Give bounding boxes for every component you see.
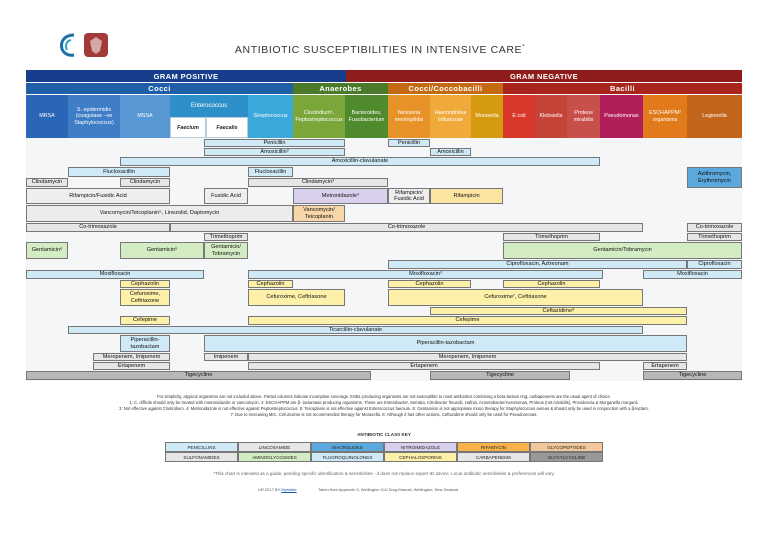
column-neisseria: Neisseria meningitidis <box>388 95 430 138</box>
cephazolin-cell: Cephazolin <box>503 280 600 288</box>
ccdhb-logo-icon <box>58 32 80 58</box>
footnotes <box>30 394 738 418</box>
piperacillin-tazobactam-cell: Piperacillin- tazobactam <box>120 335 170 352</box>
column-legionella: Legionella <box>687 95 742 138</box>
ciprofloxacin-aztreonam-cell: Ciprofloxacin, Aztreonam <box>388 260 687 269</box>
anzca-crest-icon <box>84 33 108 57</box>
gram-negative-header: GRAM NEGATIVE <box>346 70 742 82</box>
key-sulfonamides: SULFONAMIDES <box>165 452 238 462</box>
column-bacteroides: Bacteroides, Fusobacterium <box>345 95 388 138</box>
column-pseudomonas: Pseudomonas <box>600 95 643 138</box>
cephazolin-cell: Cephazolin <box>388 280 471 288</box>
column-enterococcus: Enterococcus <box>170 95 248 117</box>
gentamicin-cell: Gentamicin⁶ <box>26 242 68 259</box>
key-rifamycin: RIFAMYCIN <box>457 442 530 452</box>
cocci-coccobacilli-header: Cocci/Coccobacilli <box>388 83 503 94</box>
cotrimoxazole-cell: Co-trimoxazole <box>170 223 643 232</box>
piperacillin-tazobactam-cell: Piperacillin-tazobactam <box>204 335 687 352</box>
cefuroxime-ceftriaxone-cell: Cefuroxime, Ceftriaxone <box>120 289 170 306</box>
footnote-line: 1: C. difficile should only be treated with metronidazole or vancomycin. 2: ESCHAPPM are β- lactamase producing organisms. These are Enterobacter, Serratia, Citrobacter freundii, Hafnia, Acinetobacter/Aeromonas, Proteus (not mirabilis), Providencia & Morganella morganii. <box>129 400 639 406</box>
meropenem-imipenem-cell: Meropenem, Imipenem <box>93 353 170 361</box>
penicillin-cell: Penicillin <box>388 139 430 147</box>
flucloxacillin-cell: Flucloxacillin <box>248 167 293 177</box>
column-ecoli: E.coli <box>503 95 535 138</box>
metronidazole-cell: Metronidazole⁴ <box>293 188 388 204</box>
anaerobes-header: Anaerobes <box>293 83 388 94</box>
amoxicillin-cell: Amoxicillin <box>430 148 471 156</box>
class-key <box>165 442 603 459</box>
key-glycylcycline: GLYCYLCYCLINE <box>530 452 603 462</box>
fusidic-acid-cell: Fusidic Acid <box>204 188 248 204</box>
column-mssa: MSSA <box>120 95 170 138</box>
key-nitroimidazole: NITROIMIDAZOLE <box>384 442 457 452</box>
tigecycline-cell: Tigecycline <box>643 371 742 380</box>
bacilli-header: Bacilli <box>503 83 742 94</box>
page-title: ANTIBIOTIC SUSCEPTIBILITIES IN INTENSIVE CARE* <box>234 44 526 56</box>
license-credit: UR 2017 BY Mpmkbe <box>258 487 297 492</box>
clindamycin-cell: Clindamycin <box>120 178 170 187</box>
column-mrsa: MRSA <box>26 95 68 138</box>
column-s-epidermidis: S. epidermidis (coagulase –ve Staphylococcus) <box>68 95 120 138</box>
key-carbapenems: CARBAPENEMS <box>457 452 530 462</box>
amox-clav-cell: Amoxicillin-clavulanate <box>120 157 600 166</box>
column-klebsiella: Klebsiella <box>535 95 567 138</box>
trimethoprim-cell: Trimethoprim <box>503 233 600 241</box>
cefepime-cell: Cefepime <box>120 316 170 325</box>
ticarcillin-clavulanate-cell: Ticarcillin-clavulanate <box>68 326 643 334</box>
imipenem-cell: Imipenem <box>204 353 248 361</box>
amoxicillin-cell: Amoxicillin³ <box>204 148 345 156</box>
vancomycin-teicoplanin-cell: Vancomycin/ Teicoplanin <box>293 205 345 222</box>
cocci-positive-header: Cocci <box>26 83 293 94</box>
subcolumn-faecalis: Faecalis <box>206 117 248 138</box>
source-credit: Taken from Appendix 5, Wellington ICU Drug Manual, Wellington, New Zealand <box>318 487 459 492</box>
footnote-line: 3: Not effective against Clostridium. 4: Metronidazole is not effective against Peptostreptococcus. 5: Teicoplanin is not effective against Enterococcus faecium. 6: Gentamicin is not appropriate mono therapy for Staphylococcus aureus & should only be used in conjunction with a β-lactam. <box>119 406 649 412</box>
subcolumn-faecium: Faecium <box>170 117 206 138</box>
azithromycin-cell: Azithromycin, Erythromycin <box>687 167 742 188</box>
cefuroxime-ceftriaxone-cell: Cefuroxime⁷, Ceftriaxone <box>388 289 643 306</box>
flucloxacillin-cell: Flucloxacillin <box>68 167 170 177</box>
ertapenem-cell: Ertapenem <box>93 362 170 370</box>
cotrimoxazole-cell: Co-trimoxazole <box>687 223 742 232</box>
gram-positive-header: GRAM POSITIVE <box>26 70 346 82</box>
trimethoprim-cell: Trimethoprim <box>204 233 248 241</box>
penicillin-cell: Penicillin <box>204 139 345 147</box>
moxifloxacin-cell: Moxifloxacin <box>26 270 204 279</box>
ertapenem-cell: Ertapenem <box>248 362 600 370</box>
ciprofloxacin-cell: Ciprofloxacin <box>687 260 742 269</box>
cotrimoxazole-cell: Co-trimoxazole <box>26 223 170 232</box>
class-key-title: ANTIBIOTIC CLASS KEY <box>357 432 411 437</box>
trimethoprim-cell: Trimethoprim <box>687 233 742 241</box>
tigecycline-cell: Tigecycline <box>26 371 371 380</box>
key-lincosamide: LINCOSAMIDE <box>238 442 311 452</box>
key-glycopeptides: GLYCOPEPTIDES <box>530 442 603 452</box>
cephazolin-cell: Cephazolin <box>248 280 293 288</box>
meropenem-imipenem-cell: Meropenem, Imipenem <box>248 353 687 361</box>
moxifloxacin-cell: Moxifloxacin <box>643 270 742 279</box>
author-link[interactable]: Mpmkbe <box>281 487 297 492</box>
key-macrolides: MACROLIDES <box>311 442 384 452</box>
key-penicillins: PENICILLINS <box>165 442 238 452</box>
cefuroxime-ceftriaxone-cell: Cefuroxime, Ceftriaxone <box>248 289 345 306</box>
column-haemophilus: Haemophilus influenzae <box>430 95 471 138</box>
column-proteus: Proteus mirabilis <box>567 95 600 138</box>
ceftazidime-cell: Ceftazidime⁸ <box>430 307 687 315</box>
rifampicin-fusidic-cell: Rifampicin/Fusidic Acid <box>26 188 170 204</box>
column-eschappm: ESCHAPPM² organisms <box>643 95 687 138</box>
gentamicin-tobramycin-cell: Gentamicin/Tobramycin <box>503 242 742 259</box>
column-moraxella: Moraxella <box>471 95 503 138</box>
moxifloxacin-cell: Moxifloxacin³ <box>248 270 603 279</box>
key-cephalosporins: CEPHALOSPORINS <box>384 452 457 462</box>
disclaimer: *This chart is intended as a guide, pending specific identification & sensitivities - it does not replace expert ID advice. Local antibiotic sensitivities & preferences will vary. <box>213 471 555 476</box>
gentamicin-cell: Gentamicin⁶ <box>120 242 204 259</box>
cefepime-cell: Cefepime <box>248 316 687 325</box>
rifampicin-fusidic-cell: Rifampicin/ Fusidic Acid <box>388 188 430 204</box>
ertapenem-cell: Ertapenem <box>643 362 687 370</box>
vancomycin-linezolid-cell: Vancomycin/Teicoplanin⁵, Linezolid, Daptomycin <box>26 205 293 222</box>
clindamycin-cell: Clindamycin³ <box>248 178 388 187</box>
key-fluoroquinolones: FLUOROQUINOLONES <box>311 452 384 462</box>
footnote-line: For simplicity, atypical organisms are not included above. Partial columns indicate incomplete coverage. ESBL-producing organisms are not susceptible to most antibiotics combining a beta-lactam ring; carbapenems are the usual agent of choice. <box>156 394 612 399</box>
tigecycline-cell: Tigecycline <box>430 371 570 380</box>
column-clostridium: Clostridium¹, Peptostreptococcus <box>293 95 345 138</box>
rifampicin-cell: Rifampicin <box>430 188 503 204</box>
clindamycin-cell: Clindamycin <box>26 178 68 187</box>
key-aminoglycosides: AMINOGLYCOSIDES <box>238 452 311 462</box>
column-streptococcus: Streptococcus <box>248 95 293 138</box>
cephazolin-cell: Cephazolin <box>120 280 170 288</box>
footnote-line: 7: Due to increasing MIC, Cefuroxime is not recommended therapy for Moraxella. 8: Although it has other actions, Ceftazidime should only be used for Pseudomonas. <box>230 412 538 418</box>
gentamicin-tobramycin-cell: Gentamicin/ Tobramycin <box>204 242 248 259</box>
